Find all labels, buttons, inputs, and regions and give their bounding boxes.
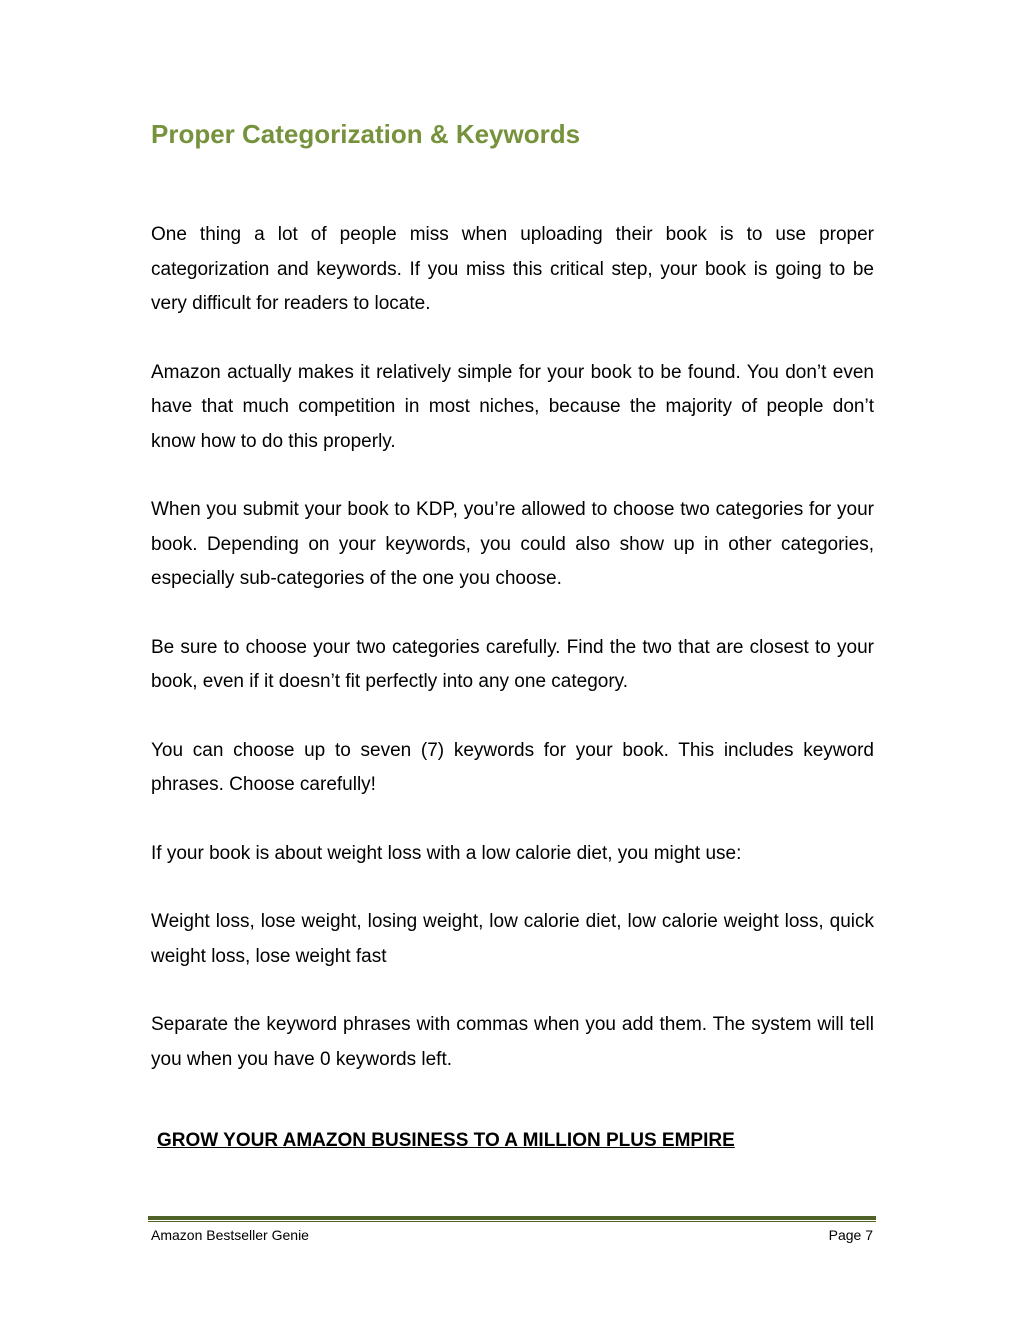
footer-page-number: Page 7 <box>828 1227 873 1243</box>
page-title: Proper Categorization & Keywords <box>151 119 581 149</box>
paragraph-2: Amazon actually makes it relatively simple for your book to be found. You don’t even have that much competition in most niches, because the majority of people don’t know how to do this properly. <box>151 361 874 452</box>
footer-divider <box>148 1216 876 1220</box>
paragraph-7: Weight loss, lose weight, losing weight, low calorie diet, low calorie weight loss, quick weight loss, lose weight fast <box>151 911 874 967</box>
paragraph-5: You can choose up to seven (7) keywords for your book. This includes keyword phrases. Choose carefully! <box>151 739 874 795</box>
paragraph-1: One thing a lot of people miss when uploading their book is to use proper categorization and keywords. If you miss this critical step, your book is going to be very difficult for readers to locate. <box>151 224 874 314</box>
paragraph-3: When you submit your book to KDP, you’re allowed to choose two categories for your book. Depending on your keywords, you could also show up in other categories, especially sub-categories of the one you choose. <box>151 499 874 589</box>
cta-link[interactable]: GROW YOUR AMAZON BUSINESS TO A MILLION PLUS EMPIRE <box>157 1130 735 1151</box>
footer-book-title: Amazon Bestseller Genie <box>151 1227 309 1243</box>
paragraph-8: Separate the keyword phrases with commas when you add them. The system will tell you when you have 0 keywords left. <box>151 1014 874 1070</box>
footer-divider-thin <box>148 1221 876 1222</box>
paragraph-6: If your book is about weight loss with a low calorie diet, you might use: <box>151 842 742 864</box>
body-text <box>151 218 874 1077</box>
paragraph-4: Be sure to choose your two categories carefully. Find the two that are closest to your book, even if it doesn’t fit perfectly into any one category. <box>151 636 874 692</box>
